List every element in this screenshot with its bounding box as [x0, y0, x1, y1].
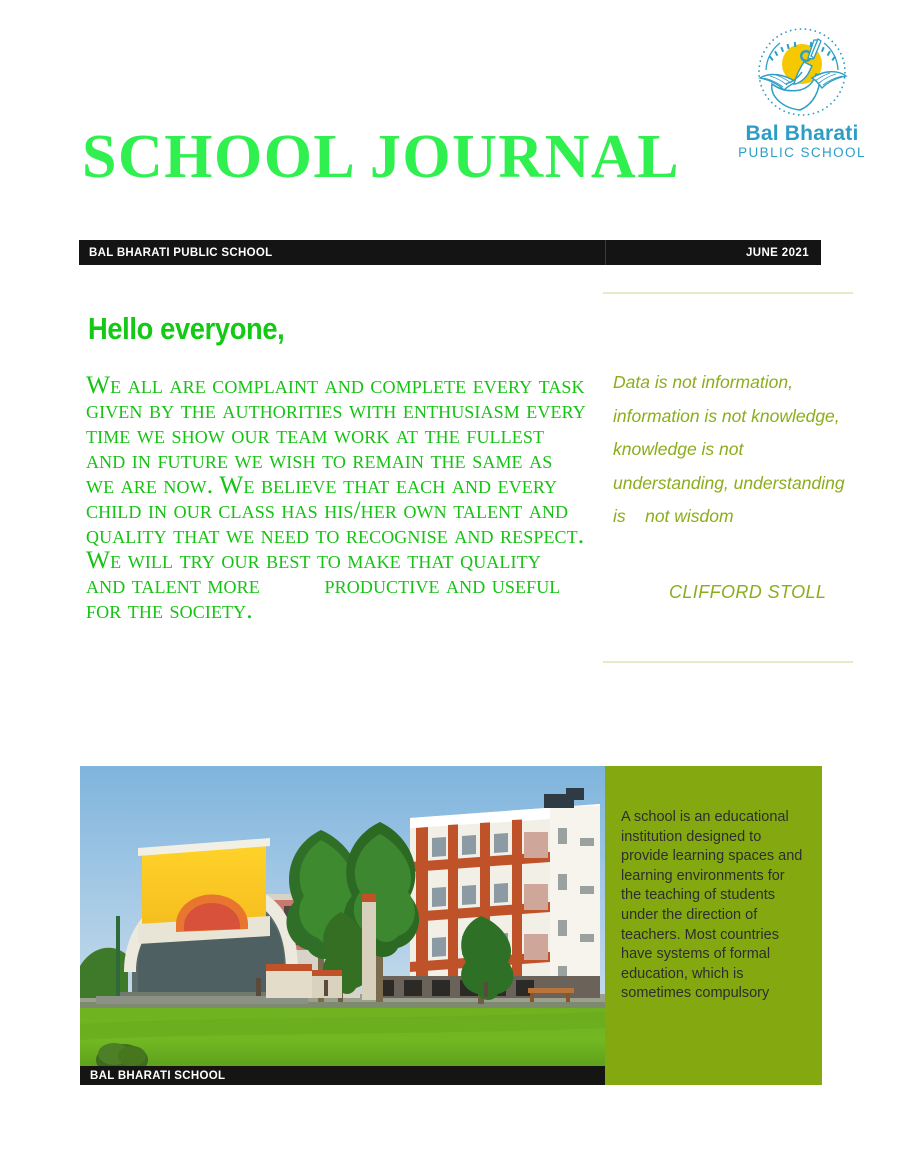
definition-panel-text: A school is an educational institution designed to provide learning spaces and learning environments for the teaching of students under the direction of teachers. Most countries have systems of formal education, which is sometimes compulsory — [621, 809, 807, 1002]
logo-school-name: Bal Bharati — [745, 122, 859, 145]
header-issue-date: JUNE 2021 — [745, 246, 809, 259]
school-logo — [737, 26, 867, 161]
school-campus-illustration — [80, 766, 605, 1085]
quote-author: CLIFFORD STOLL — [669, 582, 827, 602]
photo-caption: BAL BHARATI SCHOOL — [80, 1066, 605, 1085]
page-title: SCHOOL JOURNAL — [82, 123, 681, 191]
editorial-greeting: Hello everyone, — [88, 311, 285, 346]
editorial-body: We all are complaint and complete every task given by the authorities with enthusiasm every time we show our team work at the fullest and in future we wish to remain the same as we are now. We believe that each and every child in our class has his/her own talent and quality that we need to recognise and respect. We will try our best to make that quality and talent more productive and useful for the society. — [86, 370, 593, 624]
issue-header-bar — [79, 240, 821, 265]
quote-text: Data is not information, information is not knowledge, knowledge is not understanding, understanding is not wisdom — [613, 372, 850, 526]
school-campus-photo — [80, 766, 605, 1085]
winged-swan-child-emblem-icon — [750, 26, 854, 122]
logo-school-subtitle: PUBLIC SCHOOL — [738, 145, 866, 161]
quote-divider-bottom — [603, 661, 853, 663]
quote-divider-top — [603, 292, 853, 294]
header-school-name: BAL BHARATI PUBLIC SCHOOL — [79, 240, 606, 265]
